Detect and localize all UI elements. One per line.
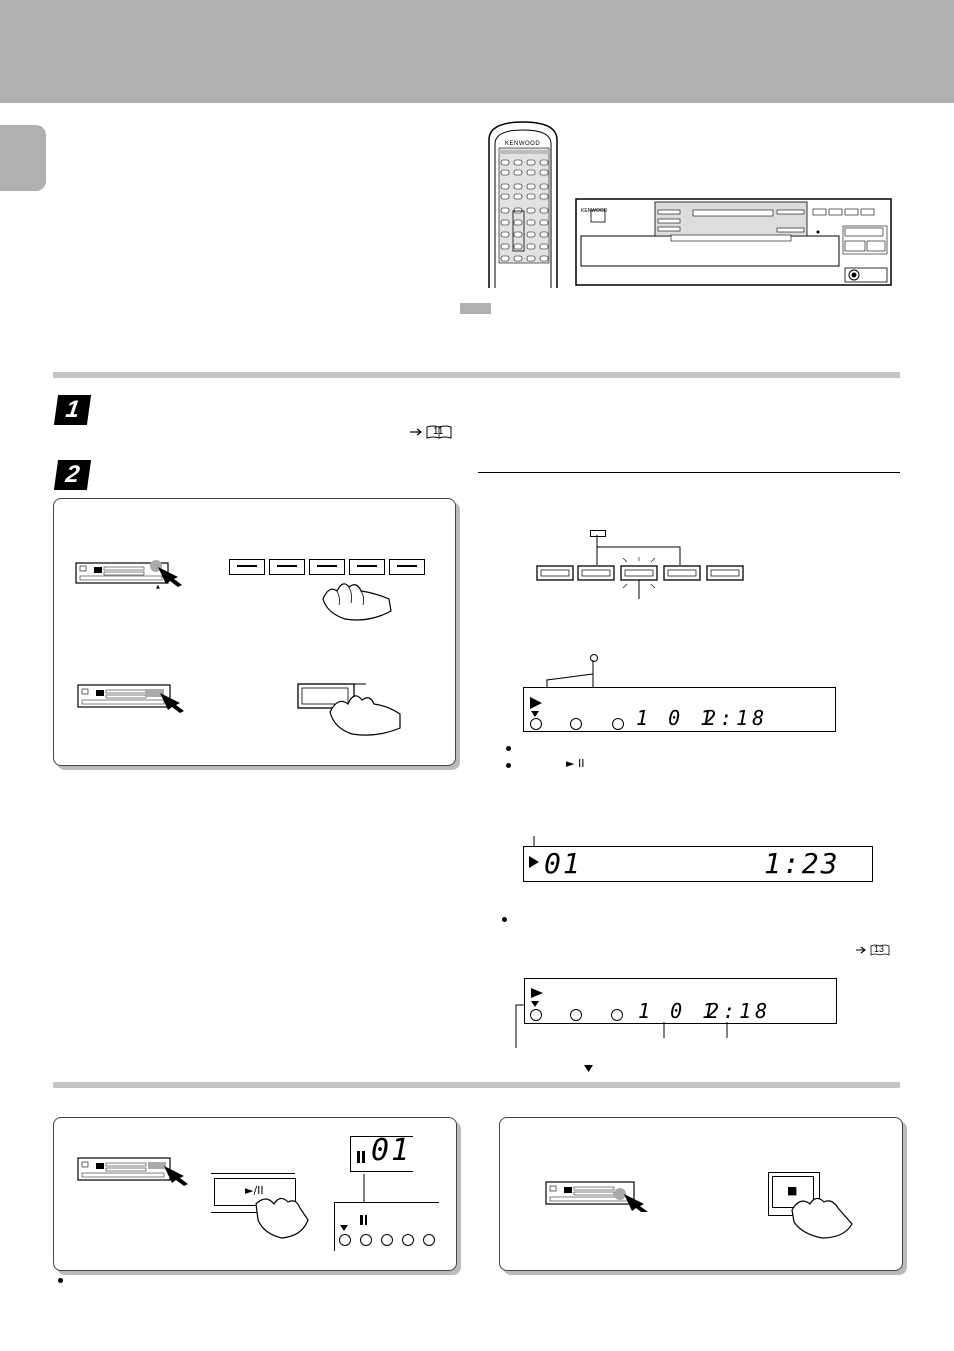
front-panel-mini-4 bbox=[544, 1178, 654, 1212]
play-button-press-illustration bbox=[296, 682, 406, 738]
hand-press-icon bbox=[788, 1196, 858, 1242]
down-triangle-icon bbox=[584, 1065, 593, 1072]
player-brand: KENWOOD bbox=[581, 208, 608, 214]
remote-control-illustration bbox=[483, 118, 563, 288]
arrow-icon bbox=[856, 946, 868, 954]
pause-lcd bbox=[350, 1133, 413, 1172]
program-step-ring-2 bbox=[570, 718, 582, 730]
pause-icon bbox=[360, 1215, 363, 1225]
program-callout-lines bbox=[514, 1000, 734, 1050]
mode-button-2[interactable] bbox=[269, 559, 305, 575]
lcd-time-readout: 2:18 bbox=[704, 706, 769, 730]
page-ref-13 bbox=[856, 944, 890, 956]
play-instructions-panel bbox=[53, 498, 456, 766]
step-badge-1: 1 bbox=[54, 395, 91, 425]
play-indicator-icon bbox=[529, 696, 543, 710]
section-rule-top bbox=[53, 372, 900, 378]
lcd-track-readout: 1 0 1 bbox=[636, 706, 717, 730]
mode-button-5[interactable] bbox=[389, 559, 425, 575]
arrow-icon bbox=[410, 428, 424, 436]
play-indicator-icon bbox=[530, 987, 544, 999]
program-step-ring-1 bbox=[530, 718, 542, 730]
step-ring-3 bbox=[381, 1234, 393, 1246]
lcd-program-track: 1 0 1 bbox=[638, 999, 719, 1023]
cd-player-illustration bbox=[575, 198, 892, 286]
pause-step-indicator bbox=[334, 1202, 439, 1251]
bullet-2 bbox=[506, 763, 511, 768]
lcd-program-time: 2:18 bbox=[707, 999, 772, 1023]
mode-button-4[interactable] bbox=[349, 559, 385, 575]
remote-brand: KENWOOD bbox=[505, 141, 541, 147]
note-marker bbox=[460, 303, 491, 314]
page-ref-11 bbox=[410, 425, 452, 439]
button-strip-callout bbox=[535, 535, 750, 600]
program-step-ring-3 bbox=[612, 718, 624, 730]
header-band bbox=[0, 0, 954, 103]
play-indicator-icon bbox=[528, 855, 540, 869]
stop-panel bbox=[499, 1117, 903, 1271]
step-badge-2: 2 bbox=[54, 460, 91, 490]
front-panel-mini-2 bbox=[76, 681, 196, 713]
play-pause-symbol: ► II bbox=[566, 757, 585, 770]
svg-text:▲: ▲ bbox=[156, 584, 160, 589]
bullet-3 bbox=[502, 917, 507, 922]
step-ring-1 bbox=[339, 1234, 351, 1246]
step-ring-5 bbox=[423, 1234, 435, 1246]
front-panel-mini-3 bbox=[76, 1154, 196, 1188]
lcd-display-step bbox=[523, 687, 836, 732]
callout-line bbox=[361, 1174, 367, 1202]
divider-line bbox=[478, 472, 900, 473]
hand-press-icon bbox=[319, 579, 394, 624]
lcd-display-large bbox=[523, 846, 873, 882]
pause-icon bbox=[357, 1151, 360, 1163]
bullet-1 bbox=[506, 746, 511, 751]
mode-button-1[interactable] bbox=[229, 559, 265, 575]
lcd-large-track: 01 bbox=[544, 847, 582, 880]
stop-icon: ■ bbox=[787, 1184, 798, 1197]
book-ref-icon: 11 bbox=[426, 425, 452, 439]
down-triangle-icon bbox=[340, 1225, 348, 1231]
book-ref-icon: 13 bbox=[870, 944, 890, 956]
hand-press-icon bbox=[252, 1196, 312, 1241]
pause-lcd-track: 01 bbox=[371, 1133, 412, 1168]
step-ring-2 bbox=[360, 1234, 372, 1246]
section-tab bbox=[0, 125, 46, 191]
pause-panel bbox=[53, 1117, 457, 1271]
bullet-4 bbox=[58, 1278, 63, 1283]
mode-button-3[interactable] bbox=[309, 559, 345, 575]
section-rule-bottom bbox=[53, 1082, 900, 1088]
front-panel-mini-1 bbox=[74, 557, 194, 589]
step-ring-4 bbox=[402, 1234, 414, 1246]
down-triangle-icon bbox=[531, 711, 539, 717]
mode-buttons-strip bbox=[229, 559, 425, 575]
lcd-large-time: 1:23 bbox=[764, 847, 840, 880]
play-pause-button[interactable]: ►/II bbox=[214, 1178, 296, 1206]
